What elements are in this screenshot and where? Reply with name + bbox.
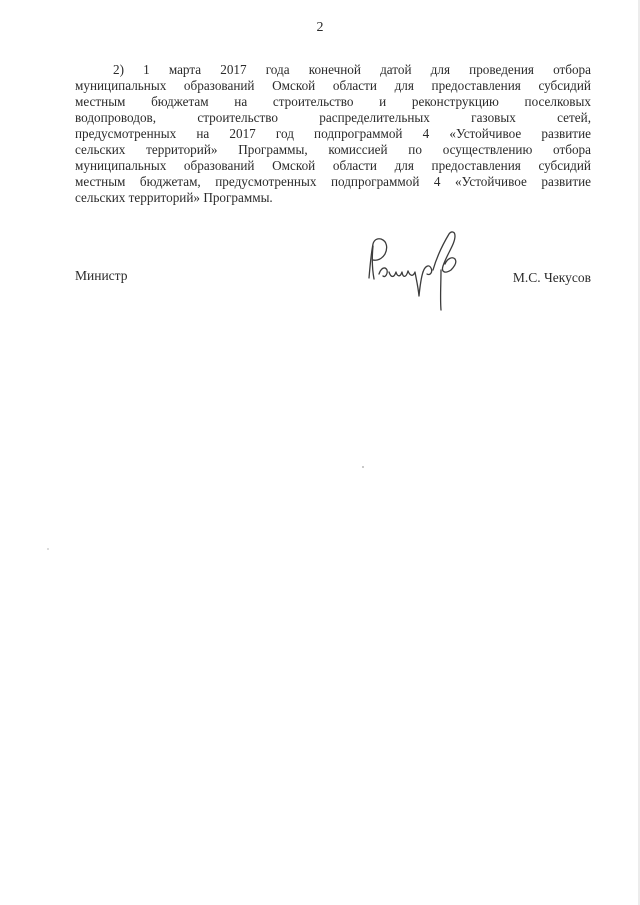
scan-speck	[362, 466, 364, 468]
handwritten-signature	[363, 226, 473, 316]
paragraph-line: сельских территорий» Программы.	[75, 190, 273, 205]
paragraph-line: 2) 1 марта 2017 года конечной датой для проведения отбора	[113, 62, 591, 77]
signer-position: Министр	[75, 268, 128, 283]
signature-block	[75, 260, 591, 320]
paragraph-line: сельских территорий» Программы, комиссией по осуществлению отбора	[75, 142, 591, 157]
signer-name: М.С. Чекусов	[512, 270, 591, 285]
page-number: 2	[316, 20, 324, 35]
paragraph-line: муниципальных образований Омской области для предоставления субсидий	[75, 78, 591, 93]
body-paragraph	[75, 62, 591, 206]
paragraph-line: местным бюджетам на строительство и реконструкцию поселковых	[75, 94, 591, 109]
scan-speck	[47, 548, 49, 550]
paragraph-line: муниципальных образований Омской области для предоставления субсидий	[75, 158, 591, 173]
paragraph-line: местным бюджетам, предусмотренных подпрограммой 4 «Устойчивое развитие	[75, 174, 591, 189]
paragraph-line: водопроводов, строительство распределительных газовых сетей,	[75, 110, 591, 125]
paragraph-line: предусмотренных на 2017 год подпрограммой 4 «Устойчивое развитие	[75, 126, 591, 141]
